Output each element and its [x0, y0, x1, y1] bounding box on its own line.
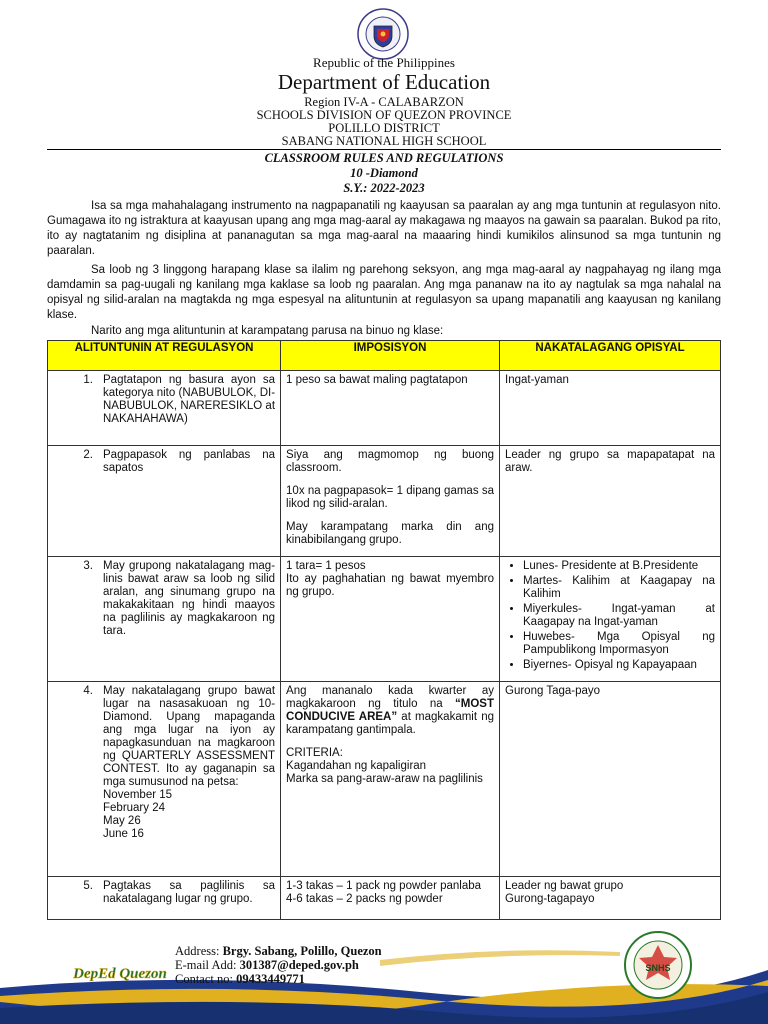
svg-text:SNHS: SNHS	[645, 963, 671, 973]
rule-number: 4.	[83, 685, 93, 697]
imposition-text-part: Ang mananalo kada kwarter ay magkakaroon ng titulo na	[286, 685, 494, 710]
district-label: POLILLO DISTRICT	[328, 121, 440, 135]
intro-paragraph-1: Isa sa mga mahahalagang instrumento na nagpapanatili ng kaayusan sa paaralan ay ang mga tuntunin at regulasyon nito. Gumagawa ito ng istraktura at kaayusan upang ang mga mag-aaral ay makagawa ng maayos na gawain sa paaralan. Bukod pa rito, ito ay nagtatanim ng disiplina at pananagutan sa mga mag-aaral na maaaring hindi kumikilos alinsunod sa mga tuntunin ng paaralan.	[47, 200, 721, 257]
rule-text: Pagtakas sa paglilinis sa nakatalagang lugar ng grupo.	[103, 880, 276, 905]
table-row	[48, 877, 721, 920]
officer-cell	[500, 682, 721, 877]
address-line	[175, 944, 382, 959]
table-intro: Narito ang mga alituntunin at karampatang parusa na binuo ng klase:	[91, 325, 444, 337]
criteria-item: Marka sa pang-araw-araw na paglilinis	[286, 773, 483, 785]
officer-cell	[500, 371, 721, 446]
list-item: • Biyernes- Opisyal ng Kapayapaan	[523, 659, 715, 672]
rule-number: 5.	[83, 880, 93, 892]
intro-paragraph-2: Sa loob ng 3 linggong harapang klase sa ilalim ng parehong seksyon, ang mga mag-aaral ay nagpahayag ng ilang mga damdamin sa pag-uugali ng kanilang mga kaklase sa loob ng paaralan. Ang mga pananaw na ito ay nagtulak sa mga nahalal na opisyal ng silid-aralan na magtakda ng mga espesyal na alituntunin at regulasyon sa upang mapanatili ang kaayusan ng kanilang klase.	[47, 264, 721, 321]
deped-quezon-logo-text: DepEd Quezon	[73, 966, 167, 982]
rule-text: May nakatalagang grupo bawat lugar na nasasakuoan ng 10-Diamond. Upang mapaganda ang mga lugar na iyon ay napagkasunduan na magkaroon ng QUARTERLY ASSESSMENT CONTEST. Ito ay gaganapin sa mga sumusunod na petsa:	[103, 685, 276, 788]
imposition-text: Siya ang magmomop ng buong classroom.	[286, 449, 494, 474]
contact-label: Contact no:	[175, 972, 237, 986]
school-seal-icon	[624, 931, 692, 999]
division-label: SCHOOLS DIVISION OF QUEZON PROVINCE	[256, 108, 512, 122]
contest-date: June 16	[103, 828, 144, 840]
rule-cell	[48, 682, 281, 877]
email-value: 301387@deped.gov.ph	[239, 958, 359, 972]
imposition-text: 1-3 takas – 1 pack ng powder panlaba	[286, 880, 482, 892]
department-title: Department of Education	[277, 70, 491, 94]
list-item: • Huwebes- Mga Opisyal ng Pampublikong Impormasyon	[523, 631, 715, 657]
section-label: 10 -Diamond	[350, 166, 418, 180]
header-rules: ALITUNTUNIN AT REGULASYON	[48, 341, 281, 371]
criteria-item: Kagandahan ng kapaligiran	[286, 760, 427, 772]
republic-label: Republic of the Philippines	[313, 55, 455, 70]
header-divider	[47, 149, 721, 150]
officer-cell	[500, 446, 721, 557]
rules-table	[47, 340, 721, 920]
contact-line	[175, 972, 305, 987]
rule-text: May grupong nakatalagang mag-linis bawat araw sa loob ng silid aralan, ang sinumang grupo na makakakitaan ng hindi maayos na paglilinis ay magkakaroon ng tara.	[103, 560, 276, 637]
table-row	[48, 446, 721, 557]
deped-seal-icon	[357, 8, 409, 60]
imposition-text: 10x na pagpapasok= 1 dipang gamas sa likod ng silid-aralan.	[286, 485, 494, 510]
rule-cell	[48, 557, 281, 682]
imposition-text: 1 peso sa bawat maling pagtatapon	[286, 374, 468, 386]
officer-text: Gurong Taga-payo	[505, 685, 601, 697]
imposition-text: May karampatang marka din ang kinabibilangang grupo.	[286, 521, 494, 546]
rule-cell	[48, 371, 281, 446]
table-row	[48, 371, 721, 446]
rule-cell	[48, 877, 281, 920]
rule-text-block	[103, 685, 275, 841]
imposition-text: Ito ay paghahatian ng bawat myembro ng grupo.	[286, 573, 494, 598]
imposition-text: 1 tara= 1 pesos	[286, 560, 366, 572]
officer-cell	[500, 557, 721, 682]
email-label: E-mail Add:	[175, 958, 240, 972]
list-item: • Miyerkules- Ingat-yaman at Kaagapay na Ingat-yaman	[523, 603, 715, 629]
rule-number: 3.	[83, 560, 93, 572]
header-officer: NAKATALAGANG OPISYAL	[500, 341, 721, 371]
rule-number: 2.	[83, 449, 93, 461]
rule-text: Pagpapasok ng panlabas na sapatos	[103, 449, 276, 474]
award-title: “MOST CONDUCIVE AREA”	[286, 698, 494, 723]
imposition-cell	[281, 877, 500, 920]
contest-date: November 15	[103, 789, 173, 801]
header-imposition: IMPOSISYON	[281, 341, 500, 371]
rule-text: Pagtatapon ng basura ayon sa kategorya nito (NABUBULOK, DI-NABUBULOK, NARERESIKLO at NAKAHAHAWA)	[103, 374, 276, 425]
email-line	[175, 958, 359, 973]
list-item: • Lunes- Presidente at B.Presidente	[523, 560, 715, 573]
region-label: Region IV-A - CALABARZON	[304, 95, 464, 109]
table-row	[48, 557, 721, 682]
officer-cell	[500, 877, 721, 920]
footer-banner	[0, 930, 768, 1024]
list-item: • Martes- Kalihim at Kaagapay na Kalihim	[523, 575, 715, 601]
imposition-text-part: at magkakamit ng karampatang gantimpala.	[286, 711, 495, 736]
rule-cell	[48, 446, 281, 557]
imposition-text	[286, 685, 494, 737]
deped-quezon-logo	[73, 957, 168, 987]
officer-text: Gurong-tagapayo	[505, 893, 595, 905]
school-label: SABANG NATIONAL HIGH SCHOOL	[281, 134, 487, 148]
imposition-cell	[281, 371, 500, 446]
table-header-row	[48, 341, 721, 371]
table-row	[48, 682, 721, 877]
imposition-text: 4-6 takas – 2 packs ng powder	[286, 893, 443, 905]
document-title: CLASSROOM RULES AND REGULATIONS	[264, 151, 504, 165]
imposition-cell	[281, 446, 500, 557]
criteria-label: CRITERIA:	[286, 747, 343, 759]
officer-schedule-list	[505, 560, 715, 672]
school-year-label: S.Y.: 2022-2023	[343, 181, 425, 195]
contact-value: 09433449771	[236, 972, 305, 986]
rule-number: 1.	[83, 374, 93, 386]
address-value: Brgy. Sabang, Polillo, Quezon	[222, 944, 382, 958]
contest-date: May 26	[103, 815, 141, 827]
imposition-cell	[281, 682, 500, 877]
officer-text: Leader ng bawat grupo	[505, 880, 624, 892]
contest-date: February 24	[103, 802, 166, 814]
imposition-cell	[281, 557, 500, 682]
officer-text: Leader ng grupo sa mapapatapat na araw.	[505, 449, 715, 474]
officer-text: Ingat-yaman	[505, 374, 569, 386]
address-label: Address:	[175, 944, 223, 958]
